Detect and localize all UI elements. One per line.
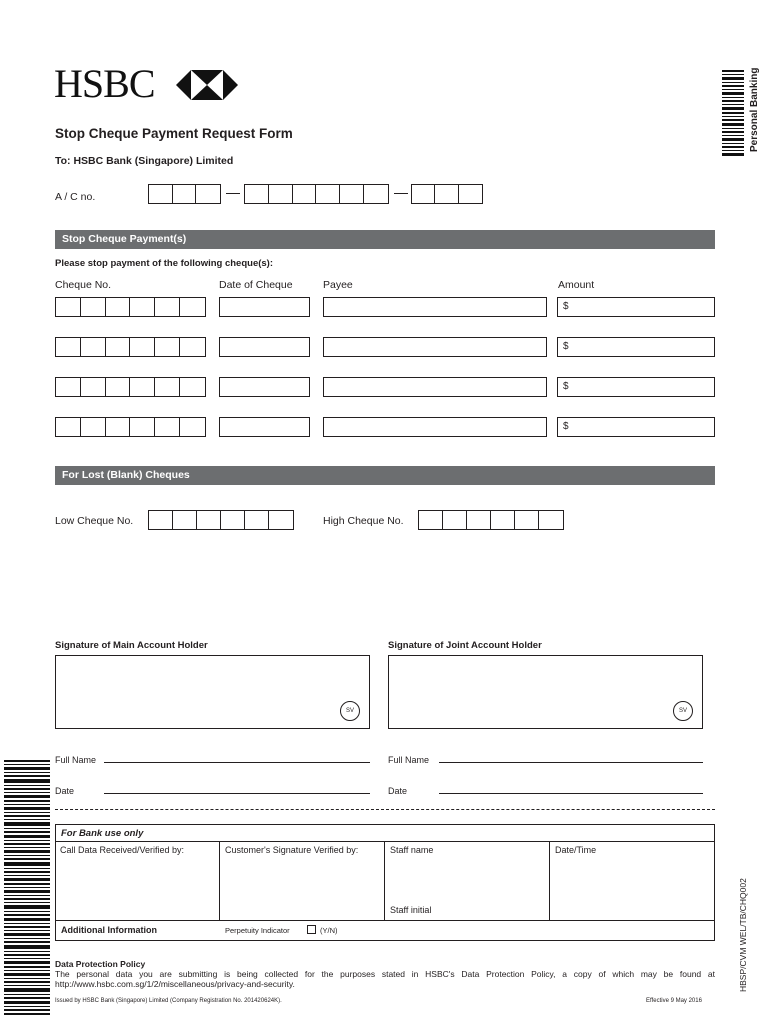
joint-full-name-label: Full Name [388, 755, 430, 765]
policy-text: The personal data you are submitting is being collected for the purposes stated in HSBC's Data Protection Policy, a copy of which may be found at http://www.hsbc.com.sg/1/2/miscellaneous/privacy-and-security. [55, 969, 715, 989]
perpetuity-checkbox[interactable] [307, 925, 316, 934]
account-digits-group-1[interactable] [148, 184, 221, 204]
cut-line [55, 809, 715, 810]
bank-col-divider-2 [384, 841, 385, 921]
stop-payment-heading: Stop Cheque Payment(s) [55, 230, 715, 249]
amount-field[interactable]: $ [557, 297, 715, 317]
bank-col-divider-3 [549, 841, 550, 921]
payee-field[interactable] [323, 297, 547, 317]
perpetuity-label: Perpetuity Indicator [225, 926, 290, 935]
amount-field[interactable]: $ [557, 337, 715, 357]
cheque-no-field[interactable] [55, 337, 206, 357]
top-barcode [722, 70, 744, 156]
high-cheque-field[interactable] [418, 510, 564, 530]
account-digits-group-2[interactable] [244, 184, 389, 204]
cheque-no-field[interactable] [55, 297, 206, 317]
low-cheque-label: Low Cheque No. [55, 515, 134, 527]
bank-use-heading: For Bank use only [61, 828, 144, 839]
lost-cheques-heading: For Lost (Blank) Cheques [55, 466, 715, 485]
stop-instruction: Please stop payment of the following cheque(s): [55, 258, 273, 269]
bank-table-header-line [55, 841, 715, 842]
high-cheque-label: High Cheque No. [323, 515, 404, 527]
cheque-date-field[interactable] [219, 377, 310, 397]
bank-table-bottom-line [55, 920, 715, 921]
account-digits-group-3[interactable] [411, 184, 483, 204]
cheque-no-field[interactable] [55, 417, 206, 437]
column-amount: Amount [558, 279, 595, 291]
payee-field[interactable] [323, 337, 547, 357]
hsbc-hexagon-logo-icon [176, 70, 238, 100]
issued-by: Issued by HSBC Bank (Singapore) Limited (Company Registration No. 201420624K). [55, 998, 282, 1004]
date-time-label: Date/Time [555, 845, 597, 855]
payee-field[interactable] [323, 377, 547, 397]
main-date-label: Date [55, 786, 75, 796]
personal-banking-label: Personal Banking [749, 67, 760, 152]
amount-field[interactable]: $ [557, 417, 715, 437]
cheque-date-field[interactable] [219, 417, 310, 437]
account-label: A / C no. [55, 191, 96, 203]
form-title: Stop Cheque Payment Request Form [55, 126, 293, 141]
main-full-name-label: Full Name [55, 755, 97, 765]
column-payee: Payee [323, 279, 353, 291]
column-cheque-no: Cheque No. [55, 279, 112, 291]
bank-col-divider-1 [219, 841, 220, 921]
joint-signature-box[interactable] [388, 655, 703, 729]
joint-signature-heading: Signature of Joint Account Holder [388, 640, 542, 651]
staff-initial-label: Staff initial [390, 905, 432, 915]
cheque-date-field[interactable] [219, 337, 310, 357]
main-date-line[interactable] [104, 793, 370, 794]
main-signature-box[interactable] [55, 655, 370, 729]
main-full-name-line[interactable] [104, 762, 370, 763]
call-data-label: Call Data Received/Verified by: [60, 845, 185, 855]
joint-date-line[interactable] [439, 793, 703, 794]
left-barcode [4, 760, 50, 1015]
payee-field[interactable] [323, 417, 547, 437]
additional-info-label: Additional Information [61, 925, 157, 935]
signature-verified-label: Customer's Signature Verified by: [225, 845, 359, 855]
main-sv-stamp: SV [340, 701, 360, 721]
column-date-of-cheque: Date of Cheque [219, 279, 293, 291]
cheque-date-field[interactable] [219, 297, 310, 317]
amount-field[interactable]: $ [557, 377, 715, 397]
policy-heading: Data Protection Policy [55, 959, 146, 969]
main-signature-heading: Signature of Main Account Holder [55, 640, 208, 651]
hsbc-logo-text: HSBC [54, 61, 155, 106]
low-cheque-field[interactable] [148, 510, 294, 530]
account-dash-2 [394, 193, 408, 194]
to-line: To: HSBC Bank (Singapore) Limited [55, 155, 234, 167]
joint-date-label: Date [388, 786, 408, 796]
joint-full-name-line[interactable] [439, 762, 703, 763]
cheque-no-field[interactable] [55, 377, 206, 397]
staff-name-label: Staff name [390, 845, 434, 855]
joint-sv-stamp: SV [673, 701, 693, 721]
yn-label: (Y/N) [320, 926, 338, 935]
account-dash-1 [226, 193, 240, 194]
effective-date: Effective 9 May 2016 [646, 998, 702, 1004]
form-code: HBSP/CVM WEL/TB/CHQ002 [738, 878, 748, 992]
